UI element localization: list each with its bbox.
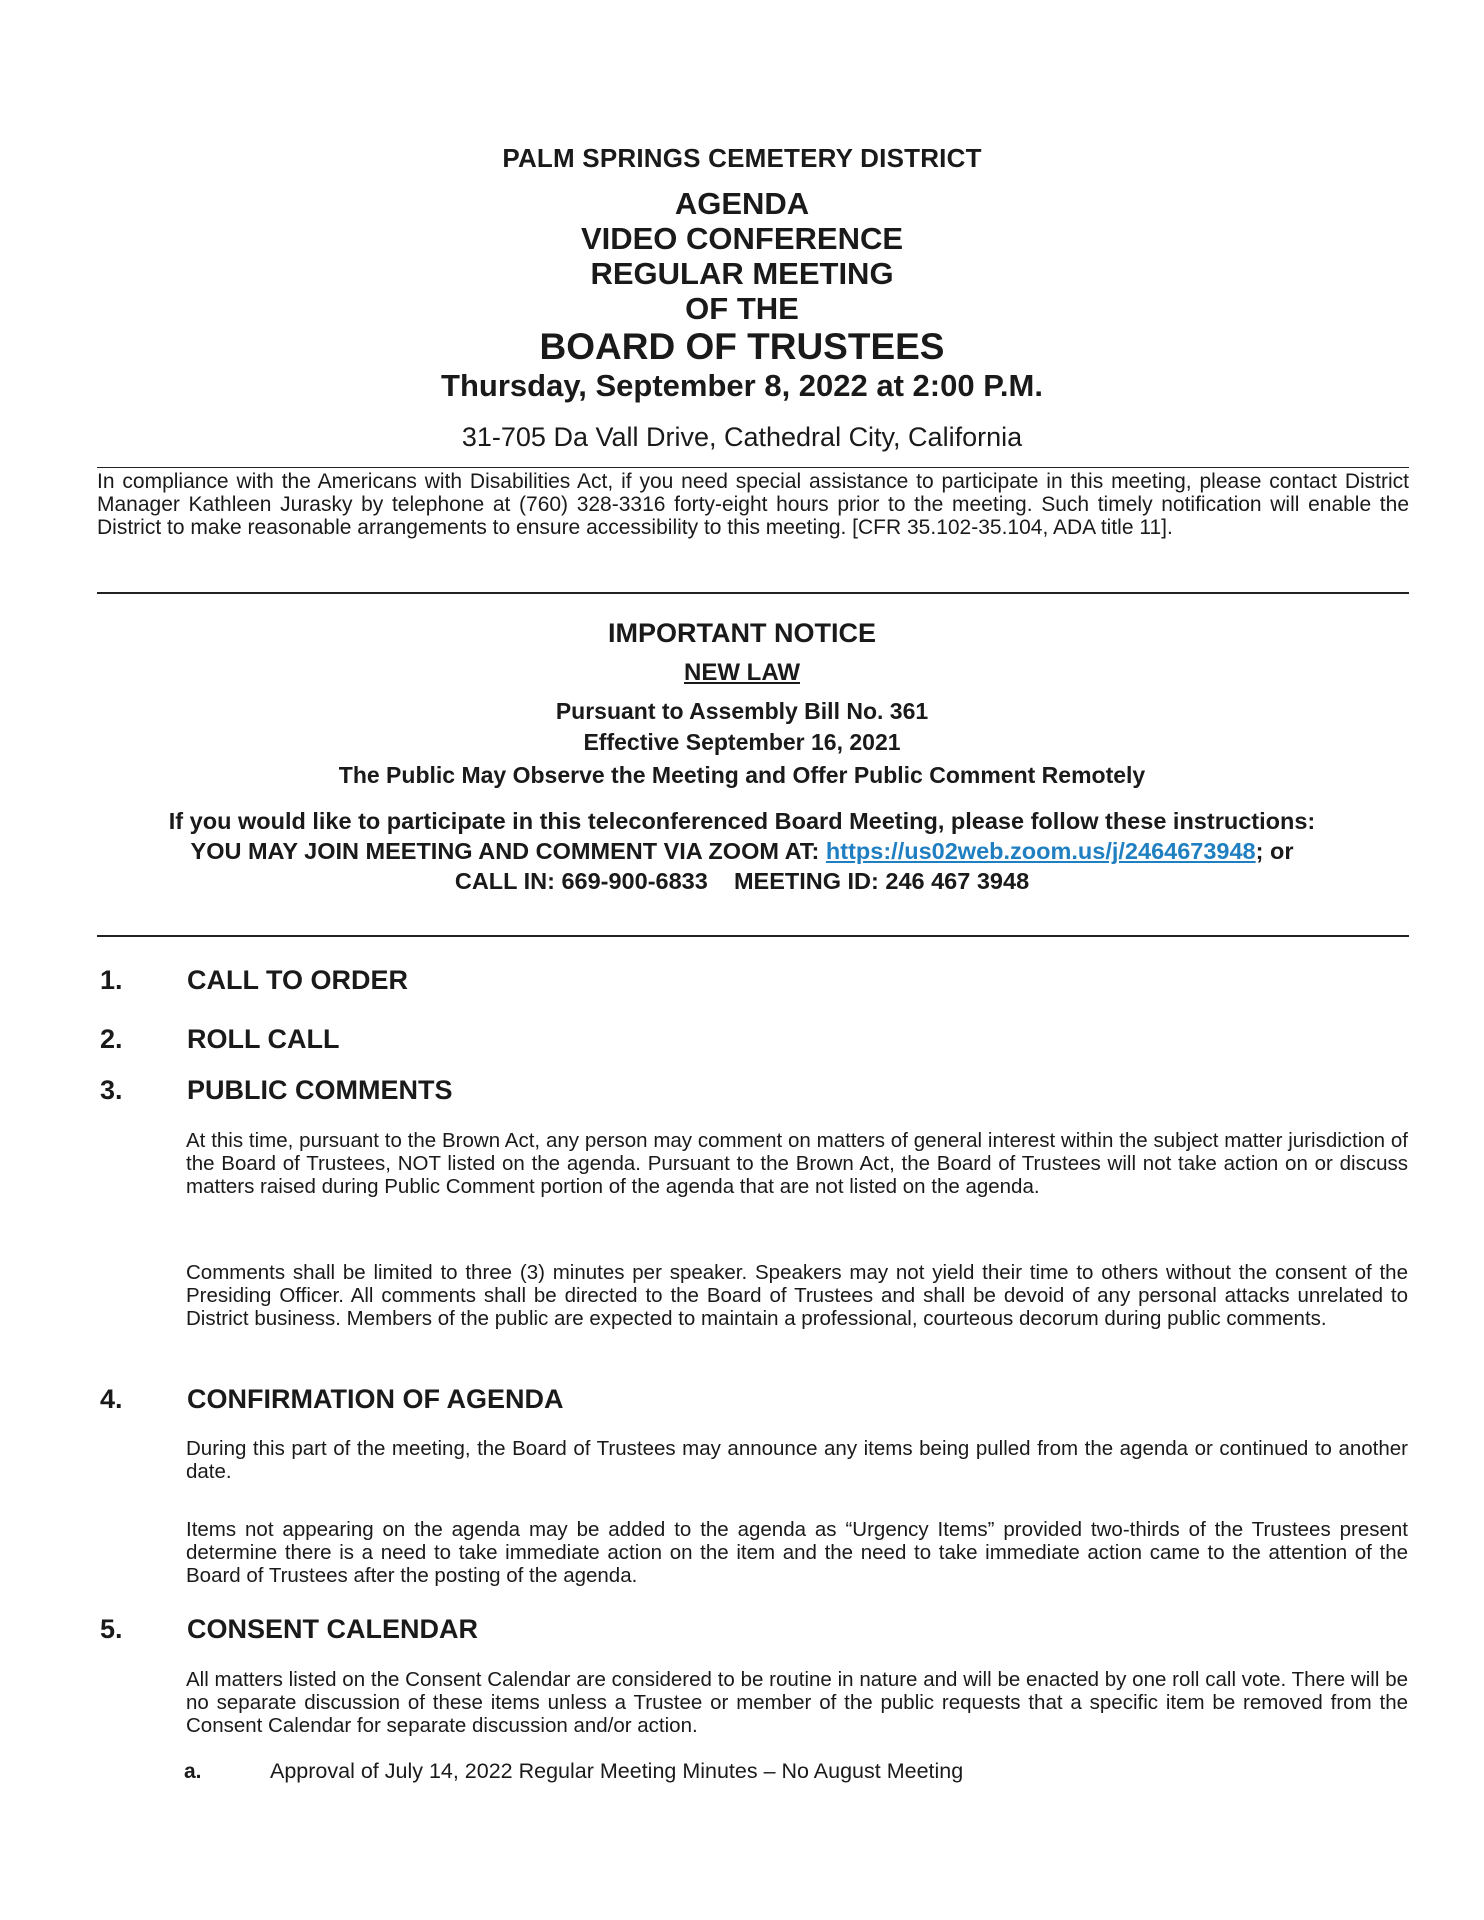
of-the-title: OF THE [685,291,799,326]
item-number: 1. [100,965,123,995]
confirmation-paragraph: During this part of the meeting, the Board of Trustees may announce any items being pulled from the agenda or continued to another date. [186,1437,1408,1483]
agenda-title-block [0,186,1484,326]
item-title-call-to-order: CALL TO ORDER [187,965,409,995]
meeting-date: Thursday, September 8, 2022 at 2:00 P.M. [441,368,1043,403]
item-number: 2. [100,1024,123,1054]
item-number: 4. [100,1384,123,1414]
assembly-bill-block [0,696,1484,758]
ada-notice: In compliance with the Americans with Disabilities Act, if you need special assistance to participate in this meeting, please contact District Manager Kathleen Jurasky by telephone at (760) 328-3316 forty-eight hours prior to the meeting. Such timely notification will enable the District to make reasonable arrangements to ensure accessibility to this meeting. [CFR 35.102-35.104, ADA title 11]. [97,467,1409,539]
divider [97,935,1409,937]
video-conference-title: VIDEO CONFERENCE [580,221,904,256]
subitem-minutes-approval: Approval of July 14, 2022 Regular Meeting Minutes – No August Meeting [270,1759,964,1783]
item-title-confirmation-of-agenda: CONFIRMATION OF AGENDA [187,1384,564,1414]
zoom-line [0,836,1484,866]
zoom-link[interactable]: https://us02web.zoom.us/j/2464673948 [825,838,1256,864]
item-title-public-comments: PUBLIC COMMENTS [187,1075,453,1105]
item-number: 3. [100,1075,123,1105]
item-number: 5. [100,1614,123,1644]
subitem-letter: a. [184,1760,202,1783]
remote-observe-notice: The Public May Observe the Meeting and Offer Public Comment Remotely [338,762,1146,788]
divider [97,592,1409,594]
zoom-prefix: YOU MAY JOIN MEETING AND COMMENT VIA ZOOM AT: [190,838,820,864]
item-title-roll-call: ROLL CALL [187,1024,340,1054]
call-in-number: CALL IN: 669-900-6833 [454,868,708,894]
public-comments-paragraph: Comments shall be limited to three (3) minutes per speaker. Speakers may not yield their time to others without the consent of the Presiding Officer. All comments shall be directed to the Board of Trustees and shall be devoid of any personal attacks unrelated to District business. Members of the public are expected to maintain a professional, courteous decorum during public comments. [186,1261,1408,1330]
effective-date: Effective September 16, 2021 [583,729,901,755]
call-in-line [0,866,1484,896]
meeting-address: 31-705 Da Vall Drive, Cathedral City, California [461,422,1023,452]
regular-meeting-title: REGULAR MEETING [590,256,894,291]
organization-name: PALM SPRINGS CEMETERY DISTRICT [502,143,982,173]
confirmation-paragraph: Items not appearing on the agenda may be added to the agenda as “Urgency Items” provided two-thirds of the Trustees present determine there is a need to take immediate action on the item and the need to take immediate action came to the attention of the Board of Trustees after the posting of the agenda. [186,1518,1408,1587]
item-title-consent-calendar: CONSENT CALENDAR [187,1614,479,1644]
participation-instructions [0,806,1484,896]
public-comments-paragraph: At this time, pursuant to the Brown Act, any person may comment on matters of general interest within the subject matter jurisdiction of the Board of Trustees, NOT listed on the agenda. Pursuant to the Brown Act, the Board of Trustees will not take action on or discuss matters raised during Public Comment portion of the agenda that are not listed on the agenda. [186,1129,1408,1198]
new-law-label: NEW LAW [684,659,800,686]
consent-calendar-paragraph: All matters listed on the Consent Calendar are considered to be routine in nature and will be enacted by one roll call vote. There will be no separate discussion of these items unless a Trustee or member of the public requests that a specific item be removed from the Consent Calendar for separate discussion and/or action. [186,1668,1408,1737]
agenda-title: AGENDA [674,186,810,221]
zoom-suffix: ; or [1255,838,1294,864]
assembly-bill: Pursuant to Assembly Bill No. 361 [555,698,929,724]
important-notice-title: IMPORTANT NOTICE [608,618,876,648]
instructions-line: If you would like to participate in this teleconferenced Board Meeting, please follow these instructions: [168,808,1316,834]
new-law-heading [0,659,1484,687]
meeting-id: MEETING ID: 246 467 3948 [733,868,1030,894]
board-title: BOARD OF TRUSTEES [539,326,945,367]
